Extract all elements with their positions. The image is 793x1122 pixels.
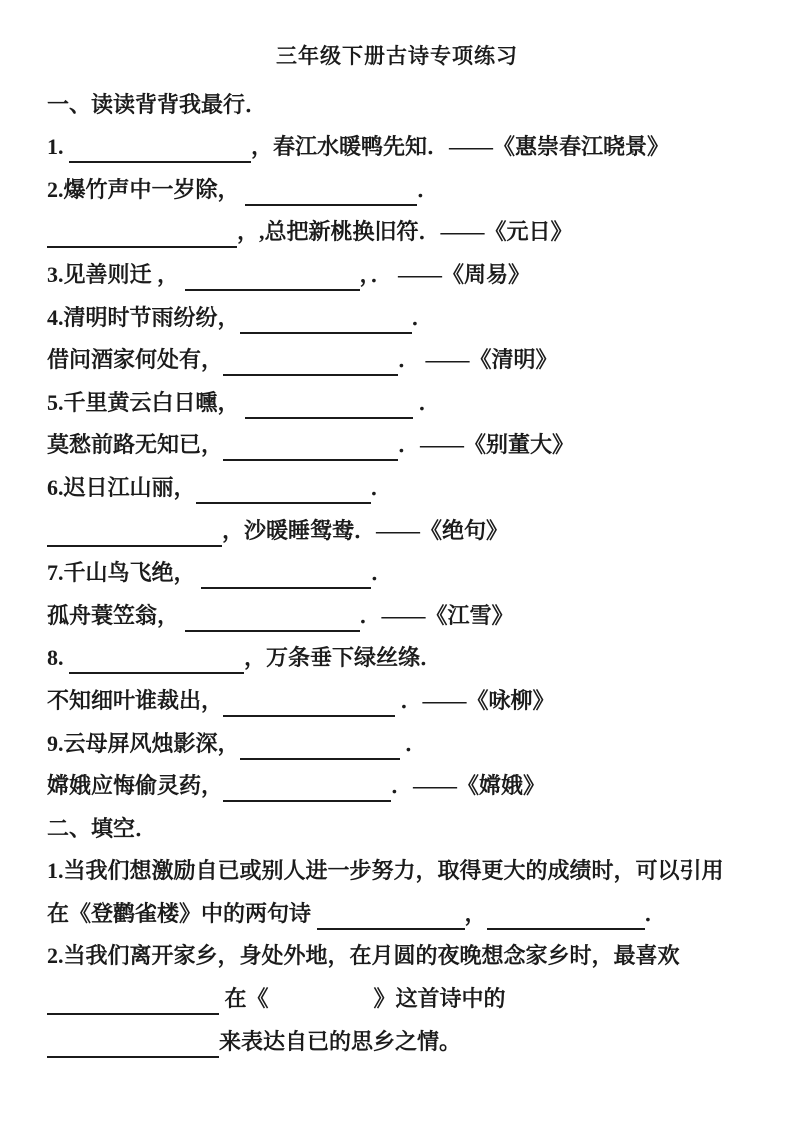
line-text: 莫愁前路无知已， — [47, 432, 224, 458]
answer-blank[interactable] — [223, 778, 391, 802]
answer-blank[interactable] — [245, 395, 413, 419]
answer-blank[interactable] — [240, 736, 400, 760]
line-text: ． — [399, 730, 428, 756]
line-text: ．——《别董大》 — [398, 432, 575, 458]
line-text: 孤舟蓑笠翁， — [47, 602, 185, 628]
worksheet-line-19 — [47, 847, 747, 890]
bracket-gap — [269, 988, 374, 1010]
worksheet-line-4 — [47, 208, 747, 251]
line-text: 4.清明时节雨纷纷， — [47, 304, 240, 330]
answer-blank[interactable] — [185, 267, 360, 291]
line-text: 借问酒家何处有， — [47, 347, 224, 373]
answer-blank[interactable] — [245, 182, 417, 206]
line-text: ． — [370, 474, 393, 500]
answer-blank[interactable] — [47, 1034, 219, 1058]
line-text: 1.当我们想激励自已或别人进一步努力，取得更大的成绩时，可以引用 — [47, 858, 724, 884]
worksheet-line-20 — [47, 889, 747, 932]
worksheet-line-23 — [47, 1017, 747, 1060]
line-text: ，春江水暖鸭先知．——《惠崇春江晓景》 — [251, 134, 670, 160]
line-text: ，万条垂下绿丝绦． — [244, 645, 443, 671]
line-text: 来表达自已的思乡之情。 — [219, 1028, 462, 1054]
line-text: 1. — [47, 134, 69, 160]
line-text: 6.迟日江山丽， — [47, 474, 196, 500]
answer-blank[interactable] — [196, 480, 371, 504]
line-text: ． — [644, 900, 667, 926]
answer-blank[interactable] — [487, 906, 645, 930]
line-text: ，,总把新桃换旧符．——《元日》 — [237, 219, 573, 245]
line-text: 一、读读背背我最行． — [47, 91, 268, 117]
worksheet-line-16 — [47, 719, 747, 762]
page-title: 三年级下册古诗专项练习 — [276, 44, 518, 68]
line-text: ． — [371, 560, 394, 586]
worksheet-line-2 — [47, 123, 747, 166]
answer-blank[interactable] — [240, 310, 412, 334]
line-text: 5.千里黄云白日曛， — [47, 389, 246, 415]
line-text: ．——《咏柳》 — [395, 687, 555, 713]
worksheet-line-1 — [47, 80, 747, 123]
line-text: 在《登鹳雀楼》中的两句诗 — [47, 900, 317, 926]
line-text: ．——《江雪》 — [359, 602, 514, 628]
answer-blank[interactable] — [47, 991, 219, 1015]
answer-blank[interactable] — [223, 693, 395, 717]
worksheet-line-10 — [47, 463, 747, 506]
answer-blank[interactable] — [69, 139, 251, 163]
worksheet-line-15 — [47, 676, 747, 719]
line-text: 》这首诗中的 — [373, 986, 506, 1012]
worksheet-line-8 — [47, 378, 747, 421]
worksheet-line-14 — [47, 634, 747, 677]
answer-blank[interactable] — [317, 906, 465, 930]
line-text: 8. — [47, 645, 69, 671]
line-text: ， — [464, 900, 487, 926]
worksheet-line-9 — [47, 421, 747, 464]
line-text: ． — [411, 304, 434, 330]
worksheet-lines — [47, 80, 747, 1060]
line-text: 不知细叶谁裁出， — [47, 687, 224, 713]
line-text: 嫦娥应悔偷灵药， — [47, 773, 224, 799]
answer-blank[interactable] — [47, 224, 237, 248]
answer-blank[interactable] — [201, 565, 371, 589]
answer-blank[interactable] — [69, 650, 244, 674]
line-text: 2.当我们离开家乡，身处外地，在月圆的夜晚想念家乡时，最喜欢 — [47, 943, 680, 969]
line-text: 7.千山鸟飞绝， — [47, 560, 202, 586]
answer-blank[interactable] — [223, 352, 398, 376]
line-text: ． — [417, 176, 440, 202]
line-text: 9.云母屏风烛影深， — [47, 730, 240, 756]
line-text: ． — [413, 389, 441, 415]
line-text: 二、填空． — [47, 815, 158, 841]
worksheet-line-5 — [47, 250, 747, 293]
line-text: ，沙暖睡鸳鸯．——《绝句》 — [222, 517, 509, 543]
line-text: 2.爆竹声中一岁除， — [47, 176, 246, 202]
worksheet-line-17 — [47, 762, 747, 805]
line-text: ． ——《清明》 — [398, 347, 558, 373]
worksheet-line-12 — [47, 549, 747, 592]
worksheet-line-7 — [47, 336, 747, 379]
line-text: ．——《嫦娥》 — [391, 773, 546, 799]
worksheet-line-18 — [47, 804, 747, 847]
worksheet-line-3 — [47, 165, 747, 208]
worksheet-line-22 — [47, 974, 747, 1017]
line-text: ，． ——《周易》 — [359, 261, 531, 287]
answer-blank[interactable] — [223, 437, 398, 461]
worksheet-line-11 — [47, 506, 747, 549]
line-text: 3.见善则迁 ， — [47, 261, 185, 287]
answer-blank[interactable] — [47, 523, 222, 547]
worksheet-line-6 — [47, 293, 747, 336]
line-text: 在《 — [219, 986, 269, 1012]
worksheet-line-13 — [47, 591, 747, 634]
worksheet-line-21 — [47, 932, 747, 975]
answer-blank[interactable] — [185, 608, 360, 632]
